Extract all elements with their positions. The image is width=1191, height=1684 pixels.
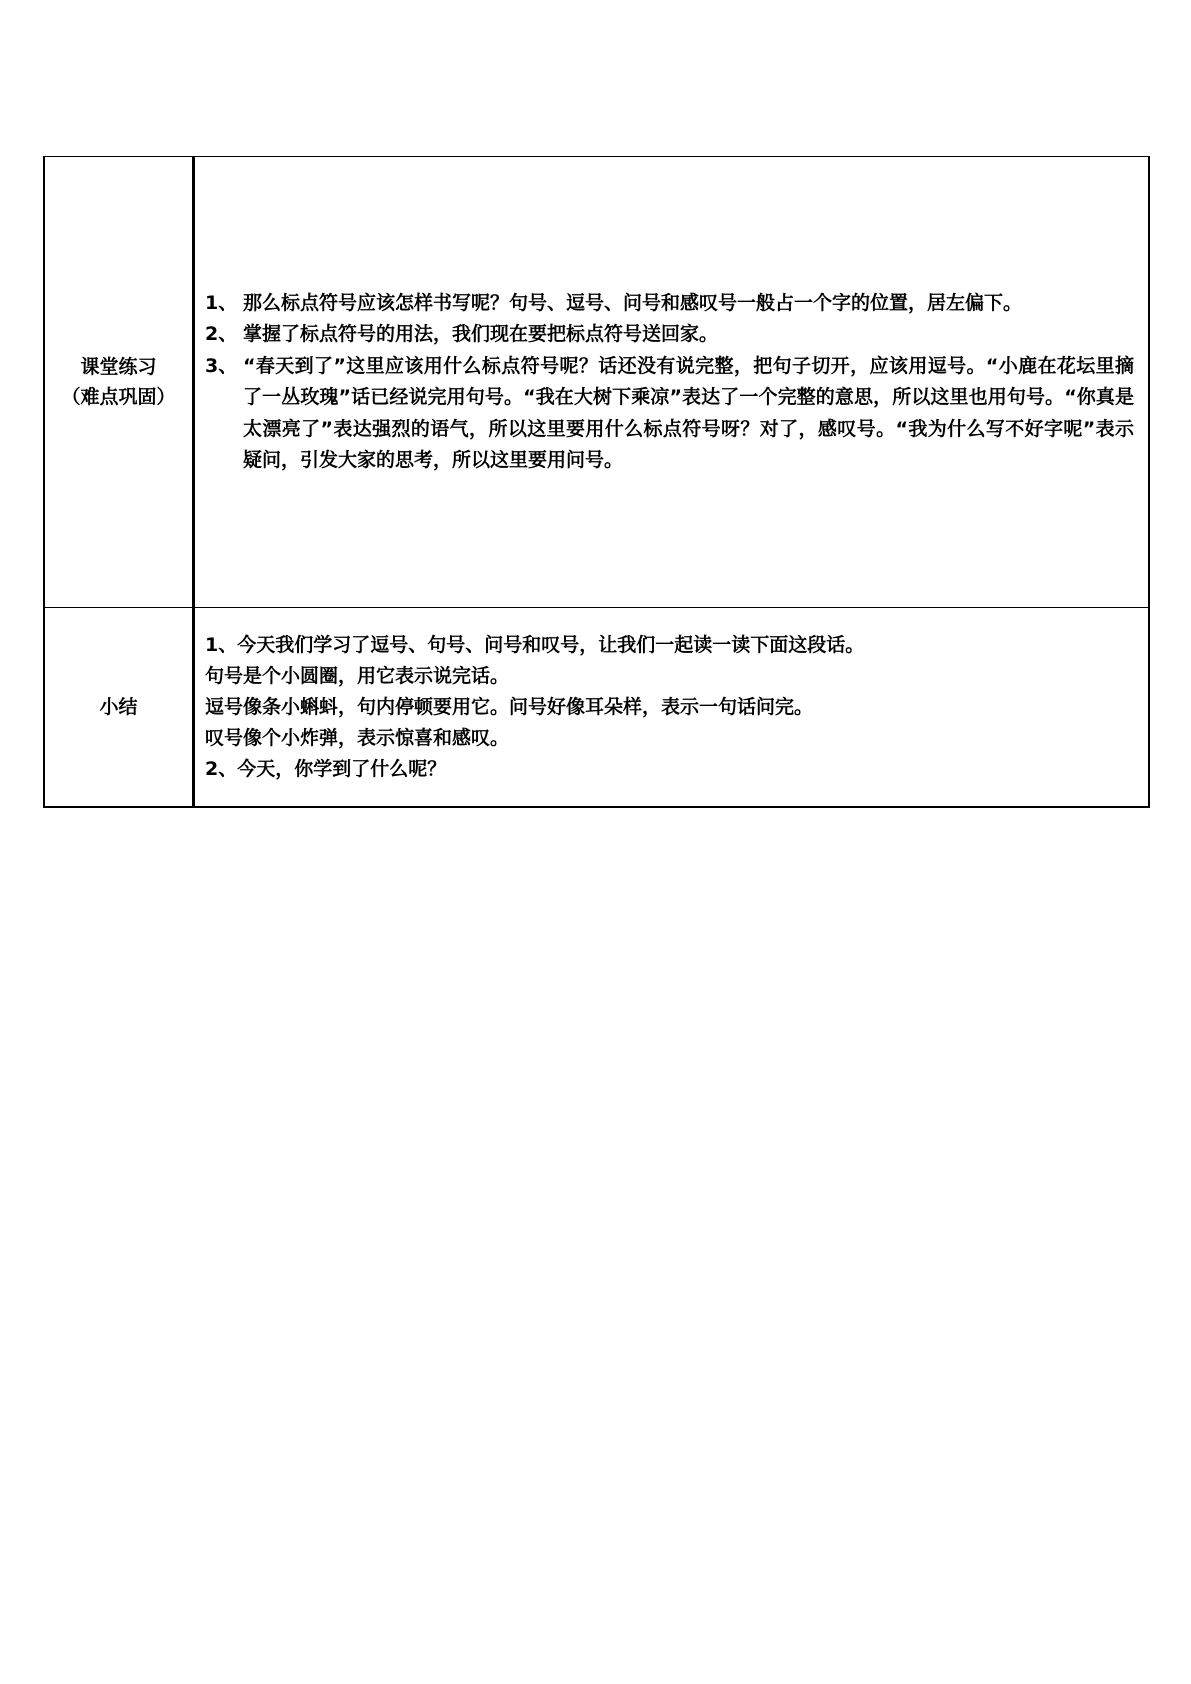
practice-label-title: 课堂练习 xyxy=(80,356,157,378)
summary-content xyxy=(195,630,1148,785)
practice-label-cell xyxy=(44,157,194,608)
practice-label-subtitle: （难点巩固） xyxy=(61,386,176,408)
list-item-text: 那么标点符号应该怎样书写呢？句号、逗号、问号和感叹号一般占一个字的位置，居左偏下。 xyxy=(243,291,1023,314)
list-item-number: 1、 xyxy=(205,291,238,314)
table-row-practice xyxy=(44,157,1149,608)
practice-content xyxy=(195,288,1148,477)
summary-line: 逗号像条小蝌蚪，句内停顿要用它。问号好像耳朵样，表示一句话问完。 xyxy=(205,695,814,718)
list-item-number: 2、 xyxy=(205,323,238,345)
practice-content-cell xyxy=(194,157,1150,608)
summary-line: 叹号像个小炸弹，表示惊喜和感叹。 xyxy=(205,726,510,749)
summary-line: 1、今天我们学习了逗号、句号、问号和叹号，让我们一起读一读下面这段话。 xyxy=(205,633,865,656)
list-item xyxy=(205,288,1134,320)
list-item-text: “春天到了”这里应该用什么标点符号呢？话还没有说完整，把句子切开，应该用逗号。“小鹿在花坛里摘了一丛玫瑰”话已经说完用句号。“我在大树下乘凉”表达了一个完整的意思，所以这里也用句号。“你真是太漂亮了”表达强烈的语气，所以这里要用什么标点符号呀？对了，感叹号。“我为什么写不好字呢”表示疑问，引发大家的思考，所以这里要用问号。 xyxy=(243,354,1134,471)
list-item-number: 3、 xyxy=(205,354,238,377)
lesson-plan-table xyxy=(43,156,1150,808)
summary-line: 句号是个小圆圈，用它表示说完话。 xyxy=(205,664,510,687)
list-item-text: 掌握了标点符号的用法，我们现在要把标点符号送回家。 xyxy=(243,323,719,345)
list-item xyxy=(205,319,1134,351)
practice-label xyxy=(45,352,192,412)
summary-label-cell xyxy=(44,608,194,808)
summary-content-cell xyxy=(194,608,1150,808)
list-item xyxy=(205,351,1134,477)
table-row-summary xyxy=(44,608,1149,808)
summary-label: 小结 xyxy=(99,696,138,718)
practice-list xyxy=(205,288,1134,477)
summary-line: 2、今天，你学到了什么呢？ xyxy=(205,757,447,780)
